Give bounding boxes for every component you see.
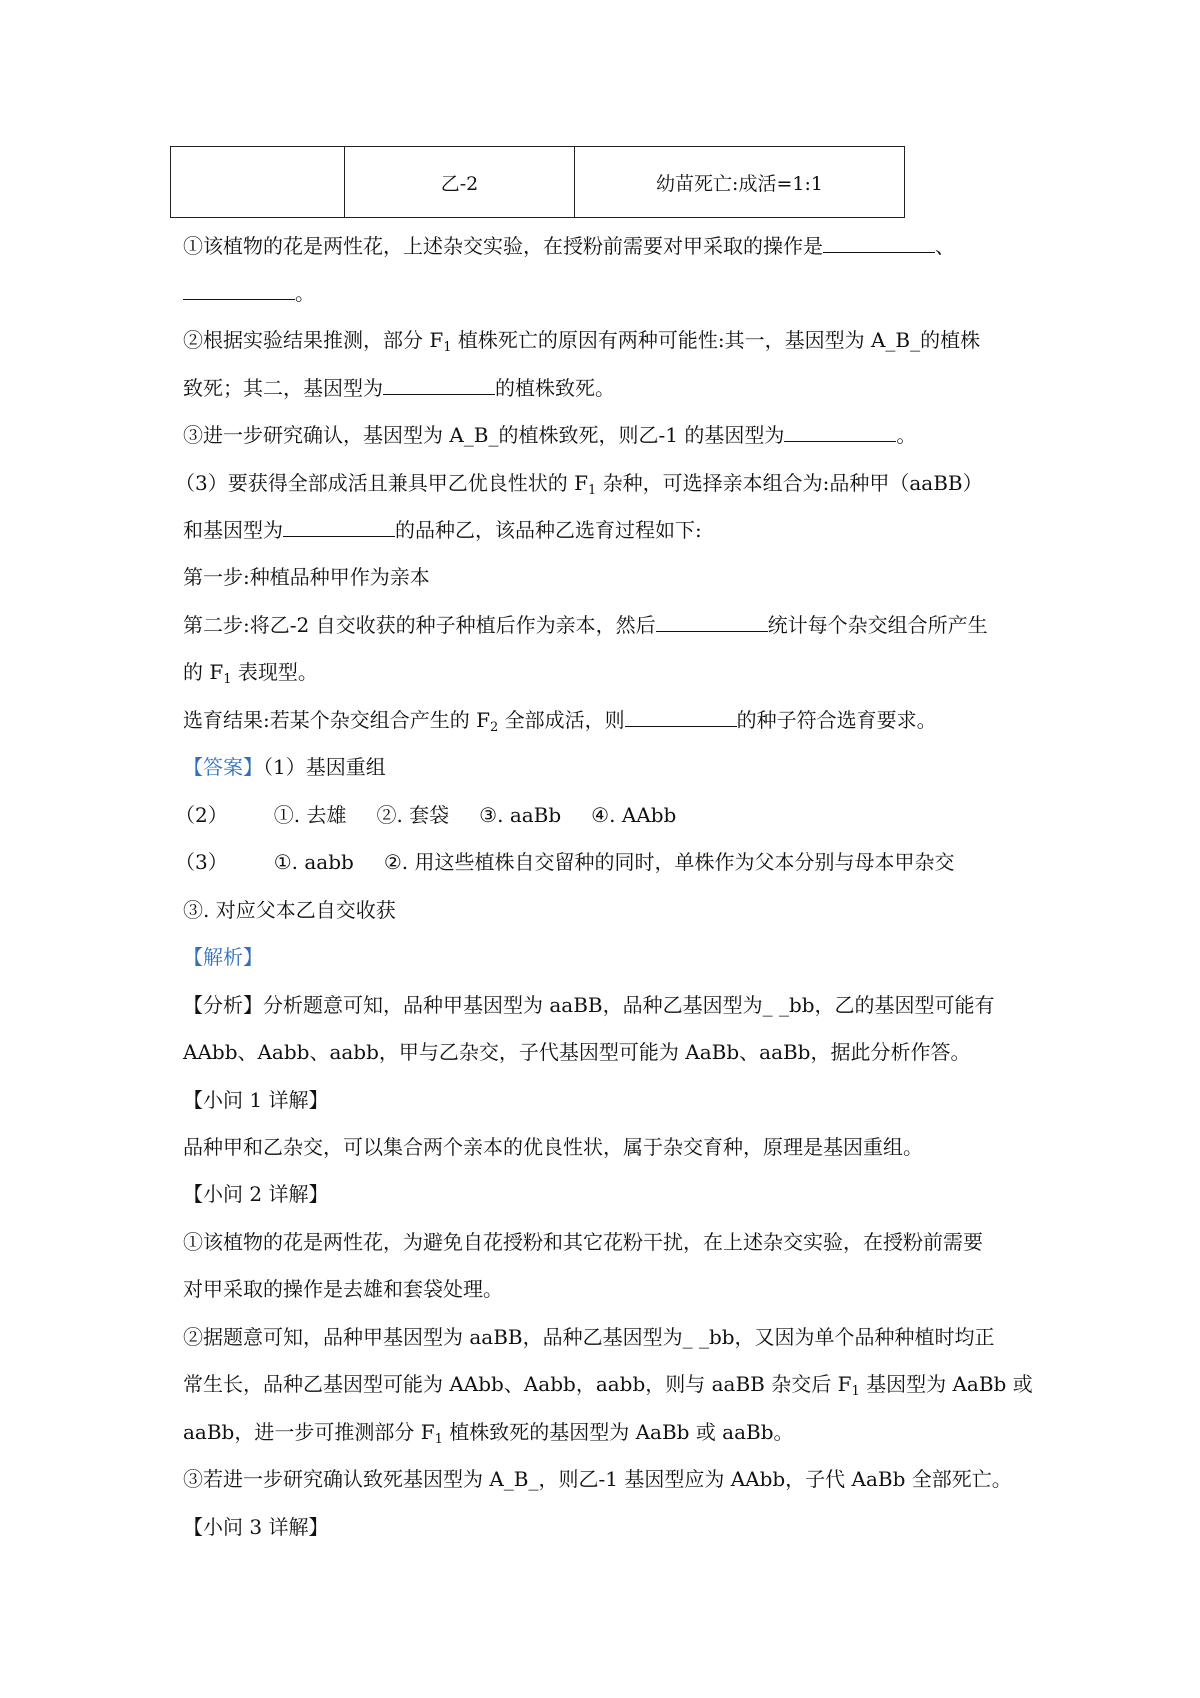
table-cell-empty xyxy=(171,147,345,218)
q3-line2: 和基因型为 的品种乙，该品种乙选育过程如下: xyxy=(183,518,702,542)
q2-item3-line: ③进一步研究确认，基因型为 A_B_的植株致死，则乙-1 的基因型为 。 xyxy=(183,423,917,447)
answer-line1: 【答案】（1）基因重组 xyxy=(183,755,386,779)
answer-blank xyxy=(784,421,896,442)
q2-item1-line1: ①该植物的花是两性花，上述杂交实验，在授粉前需要对甲采取的操作是 、 xyxy=(183,234,955,258)
q3-step2-line2: 的 $F_1$ 表现型。 xyxy=(183,660,318,687)
analysis-p3: 品种甲和乙杂交，可以集合两个亲本的优良性状，属于杂交育种，原理是基因重组。 xyxy=(183,1135,923,1159)
analysis-p5: 对甲采取的操作是去雄和套袋处理。 xyxy=(183,1277,503,1301)
analysis-label: 【解析】 xyxy=(183,945,263,969)
analysis-p2: AAbb、Aabb、aabb，甲与乙杂交，子代基因型可能为 AaBb、aaBb，据此分析作答。 xyxy=(183,1040,971,1064)
analysis-p9: ③若进一步研究确认致死基因型为 A_B_，则乙-1 基因型应为 AAbb，子代 AaBb 全部死亡。 xyxy=(183,1467,1012,1491)
analysis-p1: 【分析】分析题意可知，品种甲基因型为 aaBB，品种乙基因型为_ _bb，乙的基因型可能有 xyxy=(183,993,995,1017)
answer-line3: （3） ①. aabb ②. 用这些植株自交留种的同时，单株作为父本分别与母本甲杂交 xyxy=(175,850,955,874)
analysis-p7: 常生长，品种乙基因型可能为 AAbb、Aabb，aabb，则与 aaBB 杂交后 $F_1$ 基因型为 AaBb 或 xyxy=(183,1372,1033,1399)
analysis-heading-1: 【小问 1 详解】 xyxy=(183,1088,329,1112)
answer-blank xyxy=(183,279,295,300)
analysis-heading-3: 【小问 3 详解】 xyxy=(183,1515,329,1539)
table-row xyxy=(171,147,905,218)
answer-line2: （2） ①. 去雄 ②. 套袋 ③. aaBb ④. AAbb xyxy=(175,803,677,827)
answer-label: 【答案】 xyxy=(183,755,263,779)
answer-blank xyxy=(625,706,737,727)
result-table xyxy=(170,146,905,218)
table-cell-strain: 乙-2 xyxy=(345,147,575,218)
answer-blank xyxy=(656,611,768,632)
answer-line4: ③. 对应父本乙自交收获 xyxy=(183,898,396,922)
answer-blank xyxy=(383,374,495,395)
analysis-p4: ①该植物的花是两性花，为避免自花授粉和其它花粉干扰，在上述杂交实验，在授粉前需要 xyxy=(183,1230,983,1254)
analysis-heading-2: 【小问 2 详解】 xyxy=(183,1182,329,1206)
q2-item2-line2: 致死；其二，基因型为 的植株致死。 xyxy=(183,376,615,400)
analysis-p6: ②据题意可知，品种甲基因型为 aaBB，品种乙基因型为_ _bb，又因为单个品种种植时均正 xyxy=(183,1325,995,1349)
q2-item1-line2: 。 xyxy=(183,279,1043,307)
analysis-p8: aaBb，进一步可推测部分 $F_1$ 植株致死的基因型为 AaBb 或 aaBb。 xyxy=(183,1420,794,1447)
q3-result: 选育结果:若某个杂交组合产生的 $F_2$ 全部成活，则 的种子符合选育要求。 xyxy=(183,708,937,735)
q3-line1: （3）要获得全部成活且兼具甲乙优良性状的 $F_1$ 杂种，可选择亲本组合为:品种甲（aaBB） xyxy=(175,471,983,498)
q3-step1: 第一步:种植品种甲作为亲本 xyxy=(183,565,430,589)
answer-blank xyxy=(823,232,935,253)
q3-step2-line1: 第二步:将乙-2 自交收获的种子种植后作为亲本，然后 统计每个杂交组合所产生 xyxy=(183,613,988,637)
answer-blank xyxy=(283,516,395,537)
table-cell-result: 幼苗死亡:成活=1:1 xyxy=(575,147,905,218)
q2-item2-line1: ②根据实验结果推测，部分 $F_1$ 植株死亡的原因有两种可能性:其一，基因型为 A_B_的植株 xyxy=(183,328,981,355)
